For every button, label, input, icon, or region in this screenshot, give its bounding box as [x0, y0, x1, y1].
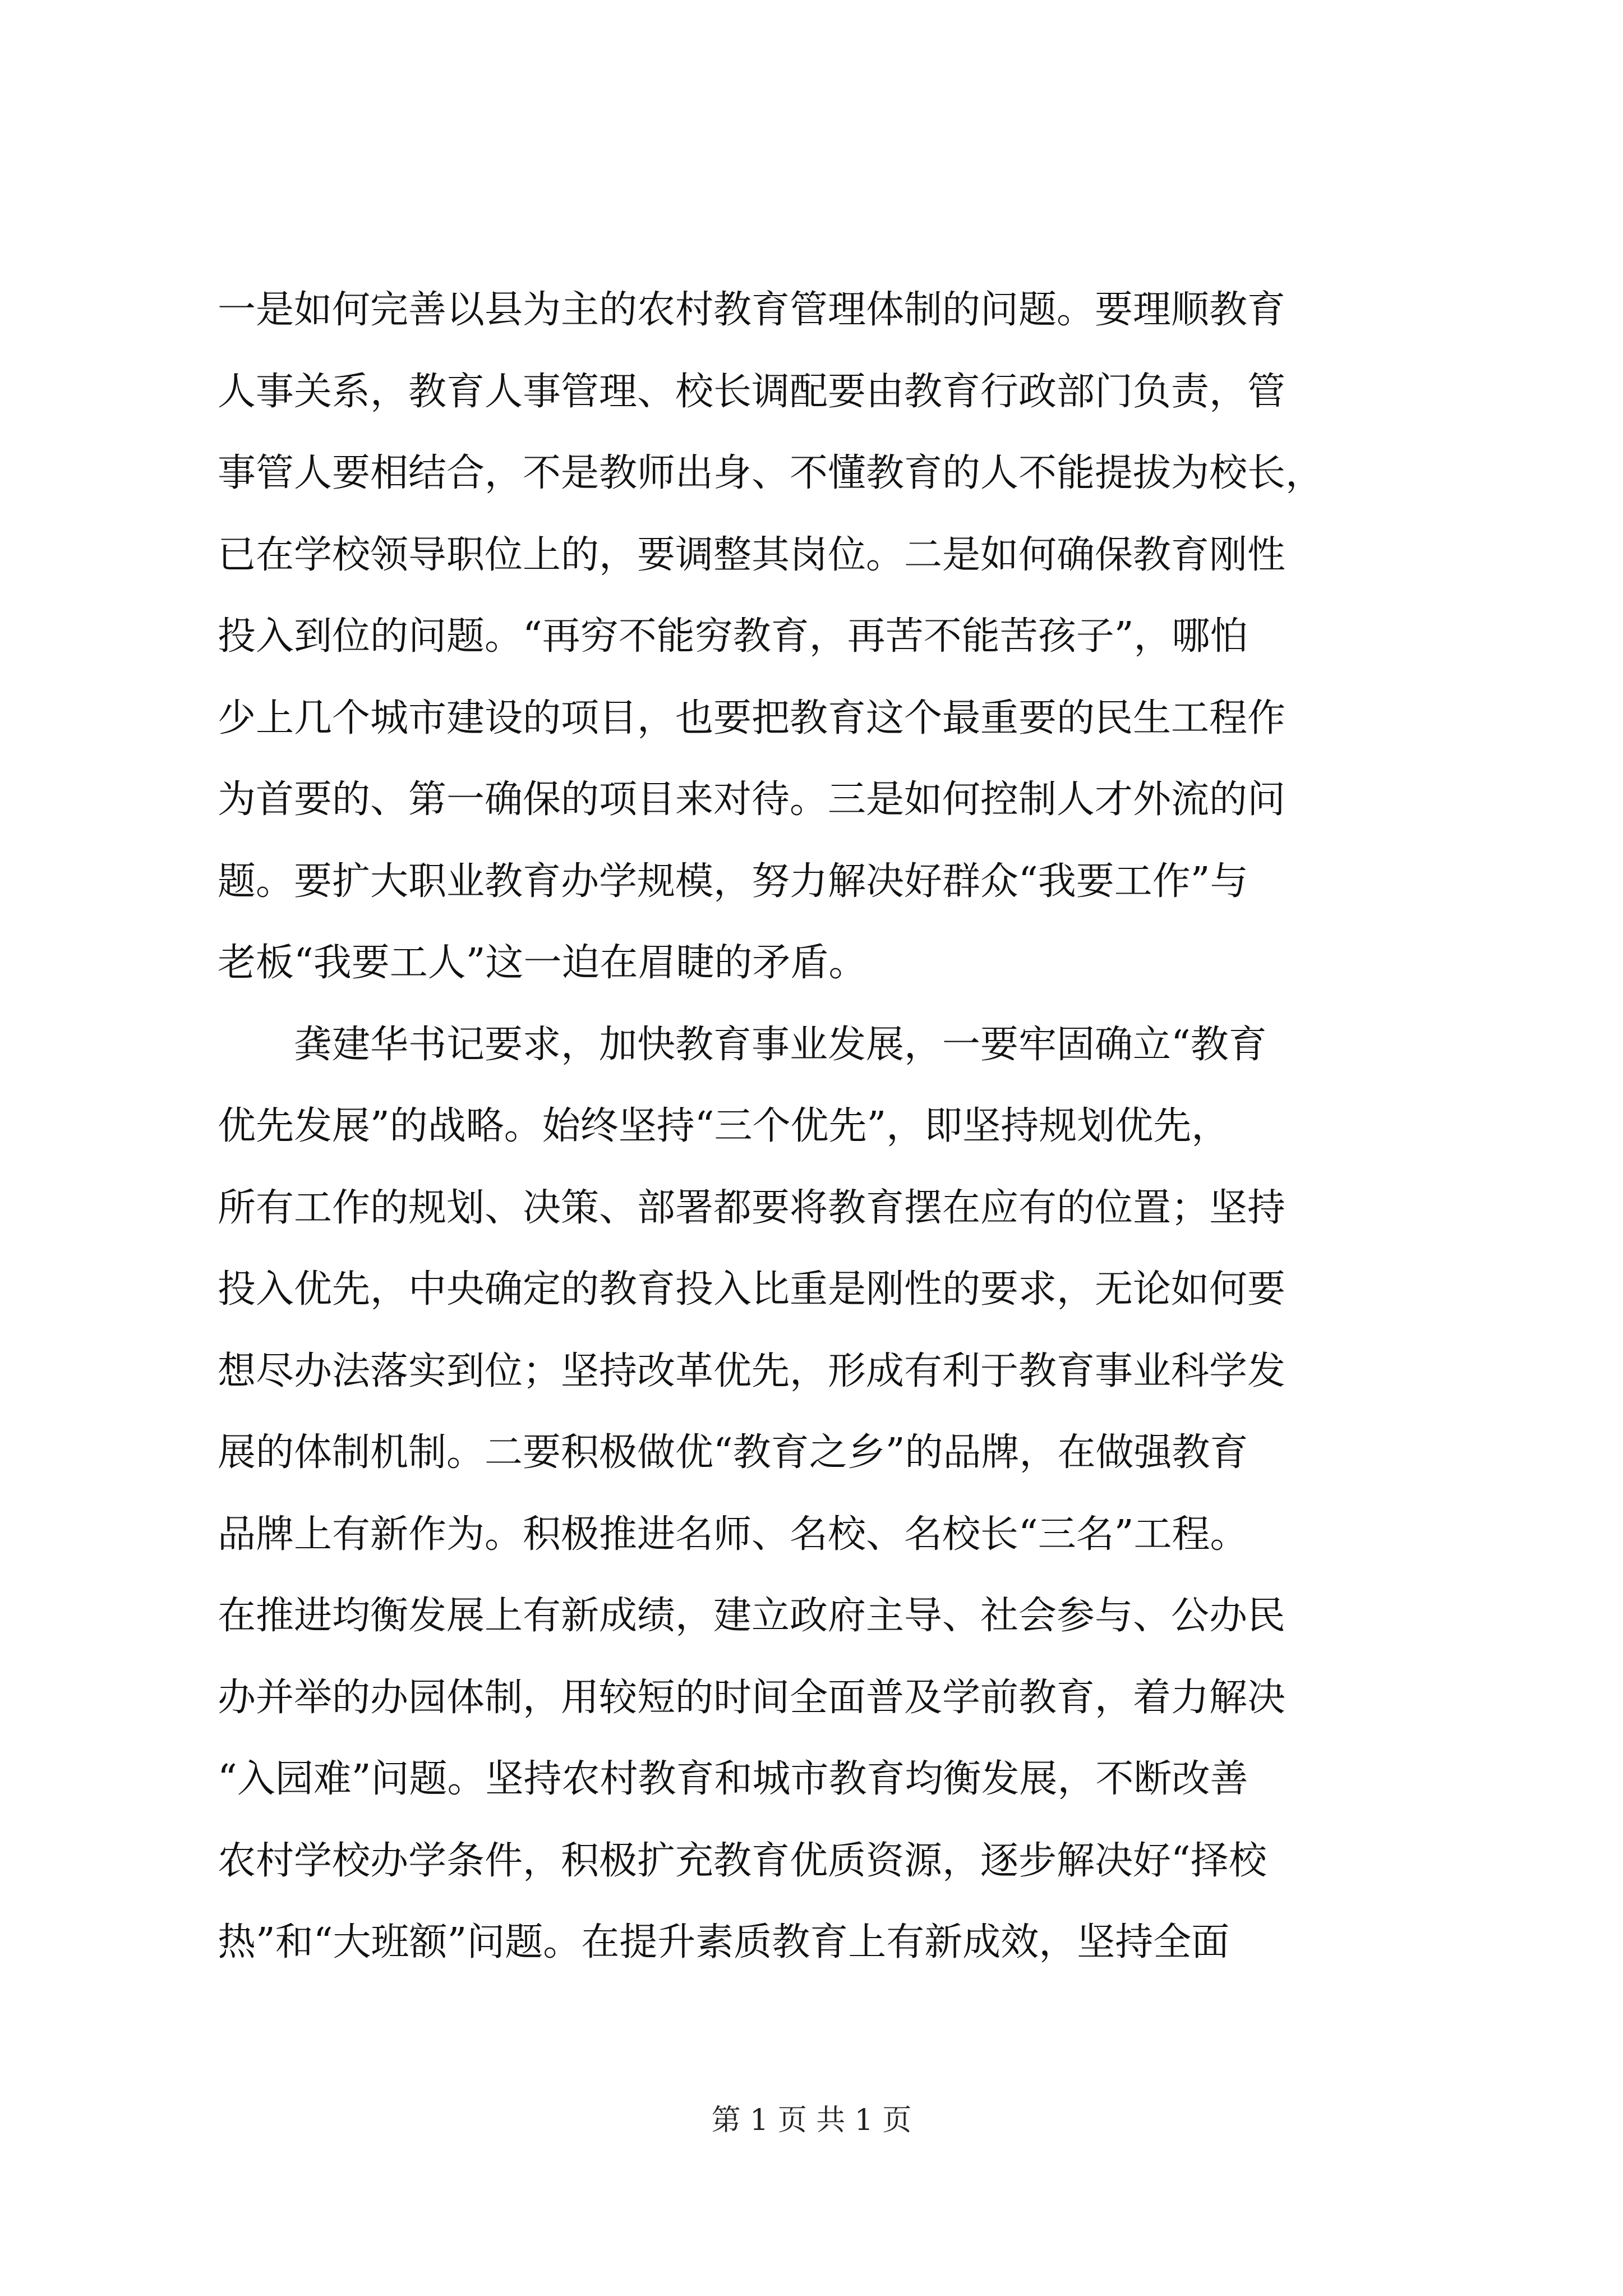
- text-line-18: 办并举的办园体制，用较短的时间全面普及学前教育，着力解决: [218, 1675, 1286, 1720]
- text-line-1: 一是如何完善以县为主的农村教育管理体制的问题。要理顺教育: [218, 288, 1286, 332]
- text-line-13: 投入优先，中央确定的教育投入比重是刚性的要求，无论如何要: [218, 1267, 1286, 1312]
- text-line-9: 老板“我要工人”这一迫在眉睫的矛盾。: [218, 941, 867, 985]
- text-line-15: 展的体制机制。二要积极做优“教育之乡”的品牌，在做强教育: [218, 1430, 1248, 1475]
- text-line-12: 所有工作的规划、决策、部署都要将教育摆在应有的位置；坚持: [218, 1185, 1286, 1230]
- text-line-5: 投入到位的问题。“再穷不能穷教育，再苦不能苦孩子”，哪怕: [218, 614, 1248, 659]
- text-line-14: 想尽办法落实到位；坚持改革优先，形成有利于教育事业科学发: [218, 1349, 1286, 1393]
- text-line-11: 优先发展”的战略。始终坚持“三个优先”，即坚持规划优先，: [218, 1104, 1230, 1148]
- page-footer: [0, 2098, 1623, 2143]
- text-line-17: 在推进均衡发展上有新成绩，建立政府主导、社会参与、公办民: [218, 1594, 1286, 1638]
- text-line-16: 品牌上有新作为。积极推进名师、名校、名校长“三名”工程。: [218, 1512, 1248, 1557]
- document-body: [218, 269, 1429, 1984]
- text-line-4: 已在学校领导职位上的，要调整其岗位。二是如何确保教育刚性: [218, 532, 1286, 577]
- text-line-2: 人事关系，教育人事管理、校长调配要由教育行政部门负责，管: [218, 369, 1286, 414]
- text-line-7: 为首要的、第一确保的项目来对待。三是如何控制人才外流的问: [218, 777, 1286, 822]
- text-line-8: 题。要扩大职业教育办学规模，努力解决好群众“我要工作”与: [218, 859, 1248, 904]
- text-line-10: 龚建华书记要求，加快教育事业发展，一要牢固确立“教育: [218, 1022, 1267, 1067]
- text-line-20: 农村学校办学条件，积极扩充教育优质资源，逐步解决好“择校: [218, 1838, 1267, 1883]
- text-line-21: 热”和“大班额”问题。在提升素质教育上有新成效，坚持全面: [218, 1920, 1230, 1964]
- page-number-label: 第 1 页 共 1 页: [711, 2104, 912, 2137]
- text-line-6: 少上几个城市建设的项目，也要把教育这个最重要的民生工程作: [218, 696, 1286, 740]
- text-line-19: “入园难”问题。坚持农村教育和城市教育均衡发展，不断改善: [218, 1757, 1248, 1801]
- text-line-3: 事管人要相结合，不是教师出身、不懂教育的人不能提拔为校长，: [218, 451, 1324, 495]
